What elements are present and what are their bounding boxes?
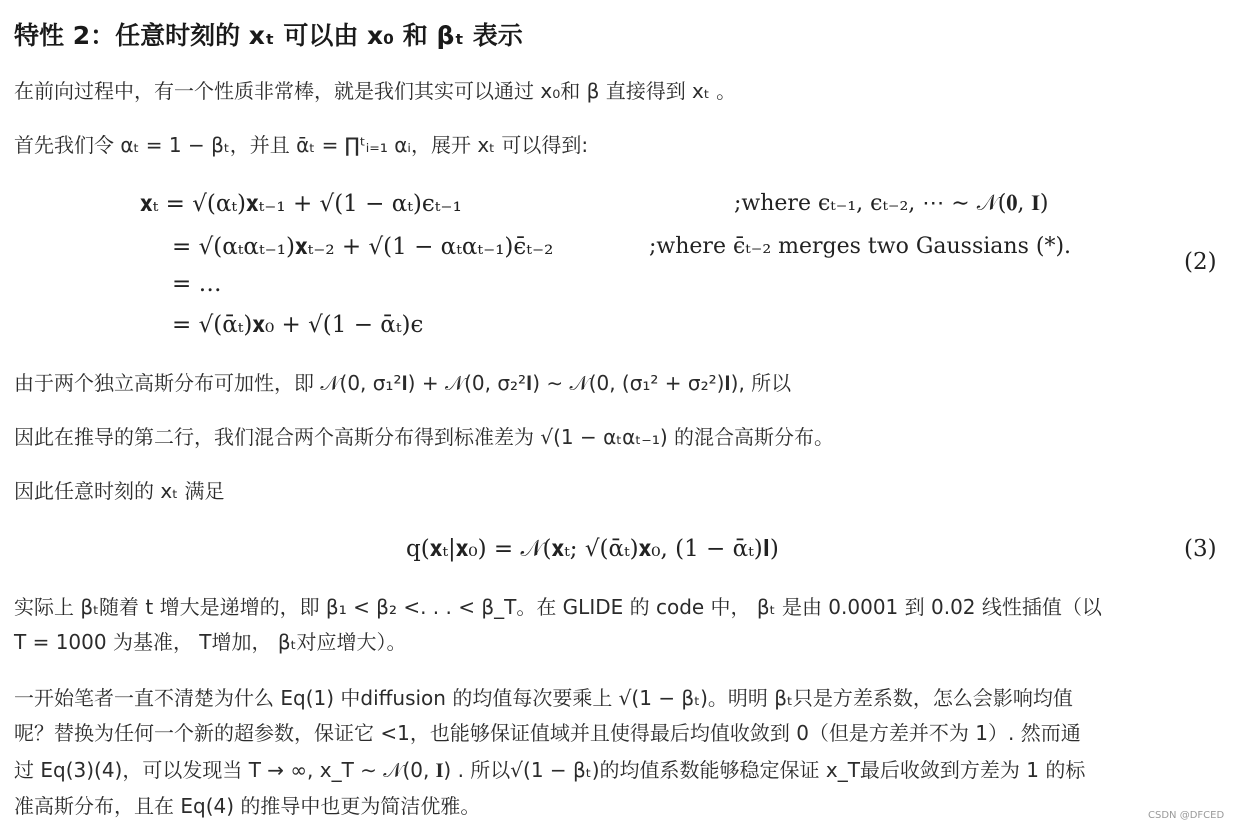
paragraph-beta-schedule-line-2: T = 1000 为基准， T增加， βₜ对应增大）。 bbox=[14, 630, 407, 654]
paragraph-author-note-line-4: 准高斯分布，且在 Eq(4) 的推导中也更为简洁优雅。 bbox=[14, 794, 481, 818]
equation-number-3: (3) bbox=[1184, 536, 1217, 562]
equation-number-2: (2) bbox=[1184, 249, 1217, 275]
section-heading: 特性 2：任意时刻的 xₜ 可以由 x₀ 和 βₜ 表示 bbox=[14, 21, 523, 50]
paragraph-mixed-gaussian: 因此在推导的第二行，我们混合两个高斯分布得到标准差为 √(1 − αₜαₜ₋₁) 的混合高斯分布。 bbox=[14, 425, 834, 449]
paragraph-author-note-line-3: 过 Eq(3)(4)，可以发现当 T → ∞, x_T ∼ 𝒩(0, 𝐈) . 所以√(1 − βₜ)的均值系数能够稳定保证 x_T最后收敛到方差为 1 的标 bbox=[14, 758, 1086, 782]
paragraph-alpha-definition: 首先我们令 αₜ = 1 − βₜ，并且 ᾱₜ = ∏ᵗᵢ₌₁ αᵢ，展开 xₜ 可以得到: bbox=[14, 133, 589, 157]
paragraph-gaussian-additivity: 由于两个独立高斯分布可加性，即 𝒩(0, σ₁²𝐈) + 𝒩(0, σ₂²𝐈) ∼ 𝒩(0, (σ₁² + σ₂²)𝐈), 所以 bbox=[14, 371, 792, 395]
derivation-line-3: = … bbox=[172, 271, 222, 297]
derivation-line-2-note: ;where ϵ̄ₜ₋₂ merges two Gaussians (*). bbox=[649, 234, 1072, 259]
watermark: CSDN @DFCED bbox=[1148, 810, 1225, 821]
derivation-line-4: = √(ᾱₜ)𝐱₀ + √(1 − ᾱₜ)ϵ bbox=[172, 312, 424, 338]
derivation-line-1-note: ;where ϵₜ₋₁, ϵₜ₋₂, ⋯ ∼ 𝒩(𝟎, 𝐈) bbox=[734, 191, 1049, 216]
derivation-line-2: = √(αₜαₜ₋₁)𝐱ₜ₋₂ + √(1 − αₜαₜ₋₁)ϵ̄ₜ₋₂ bbox=[172, 234, 554, 260]
paragraph-beta-schedule-line-1: 实际上 βₜ随着 t 增大是递增的，即 β₁ < β₂ <. . . < β_T。在 GLIDE 的 code 中， βₜ 是由 0.0001 到 0.02 线性插值（以 bbox=[14, 595, 1102, 619]
derivation-line-1: 𝐱ₜ = √(αₜ)𝐱ₜ₋₁ + √(1 − αₜ)ϵₜ₋₁ bbox=[140, 191, 462, 217]
paragraph-author-note-line-1: 一开始笔者一直不清楚为什么 Eq(1) 中diffusion 的均值每次要乘上 √(1 − βₜ)。明明 βₜ只是方差系数，怎么会影响均值 bbox=[14, 686, 1073, 710]
paragraph-author-note-line-2: 呢？替换为任何一个新的超参数，保证它 <1，也能够保证值域并且使得最后均值收敛到 0（但是方差并不为 1）. 然而通 bbox=[14, 721, 1081, 745]
paragraph-any-timestep: 因此任意时刻的 xₜ 满足 bbox=[14, 479, 225, 503]
equation-3: q(𝐱ₜ|𝐱₀) = 𝒩(𝐱ₜ; √(ᾱₜ)𝐱₀, (1 − ᾱₜ)𝐈) bbox=[406, 536, 779, 562]
paragraph-direct-sampling: 在前向过程中，有一个性质非常棒，就是我们其实可以通过 x₀和 β 直接得到 xₜ 。 bbox=[14, 79, 737, 103]
